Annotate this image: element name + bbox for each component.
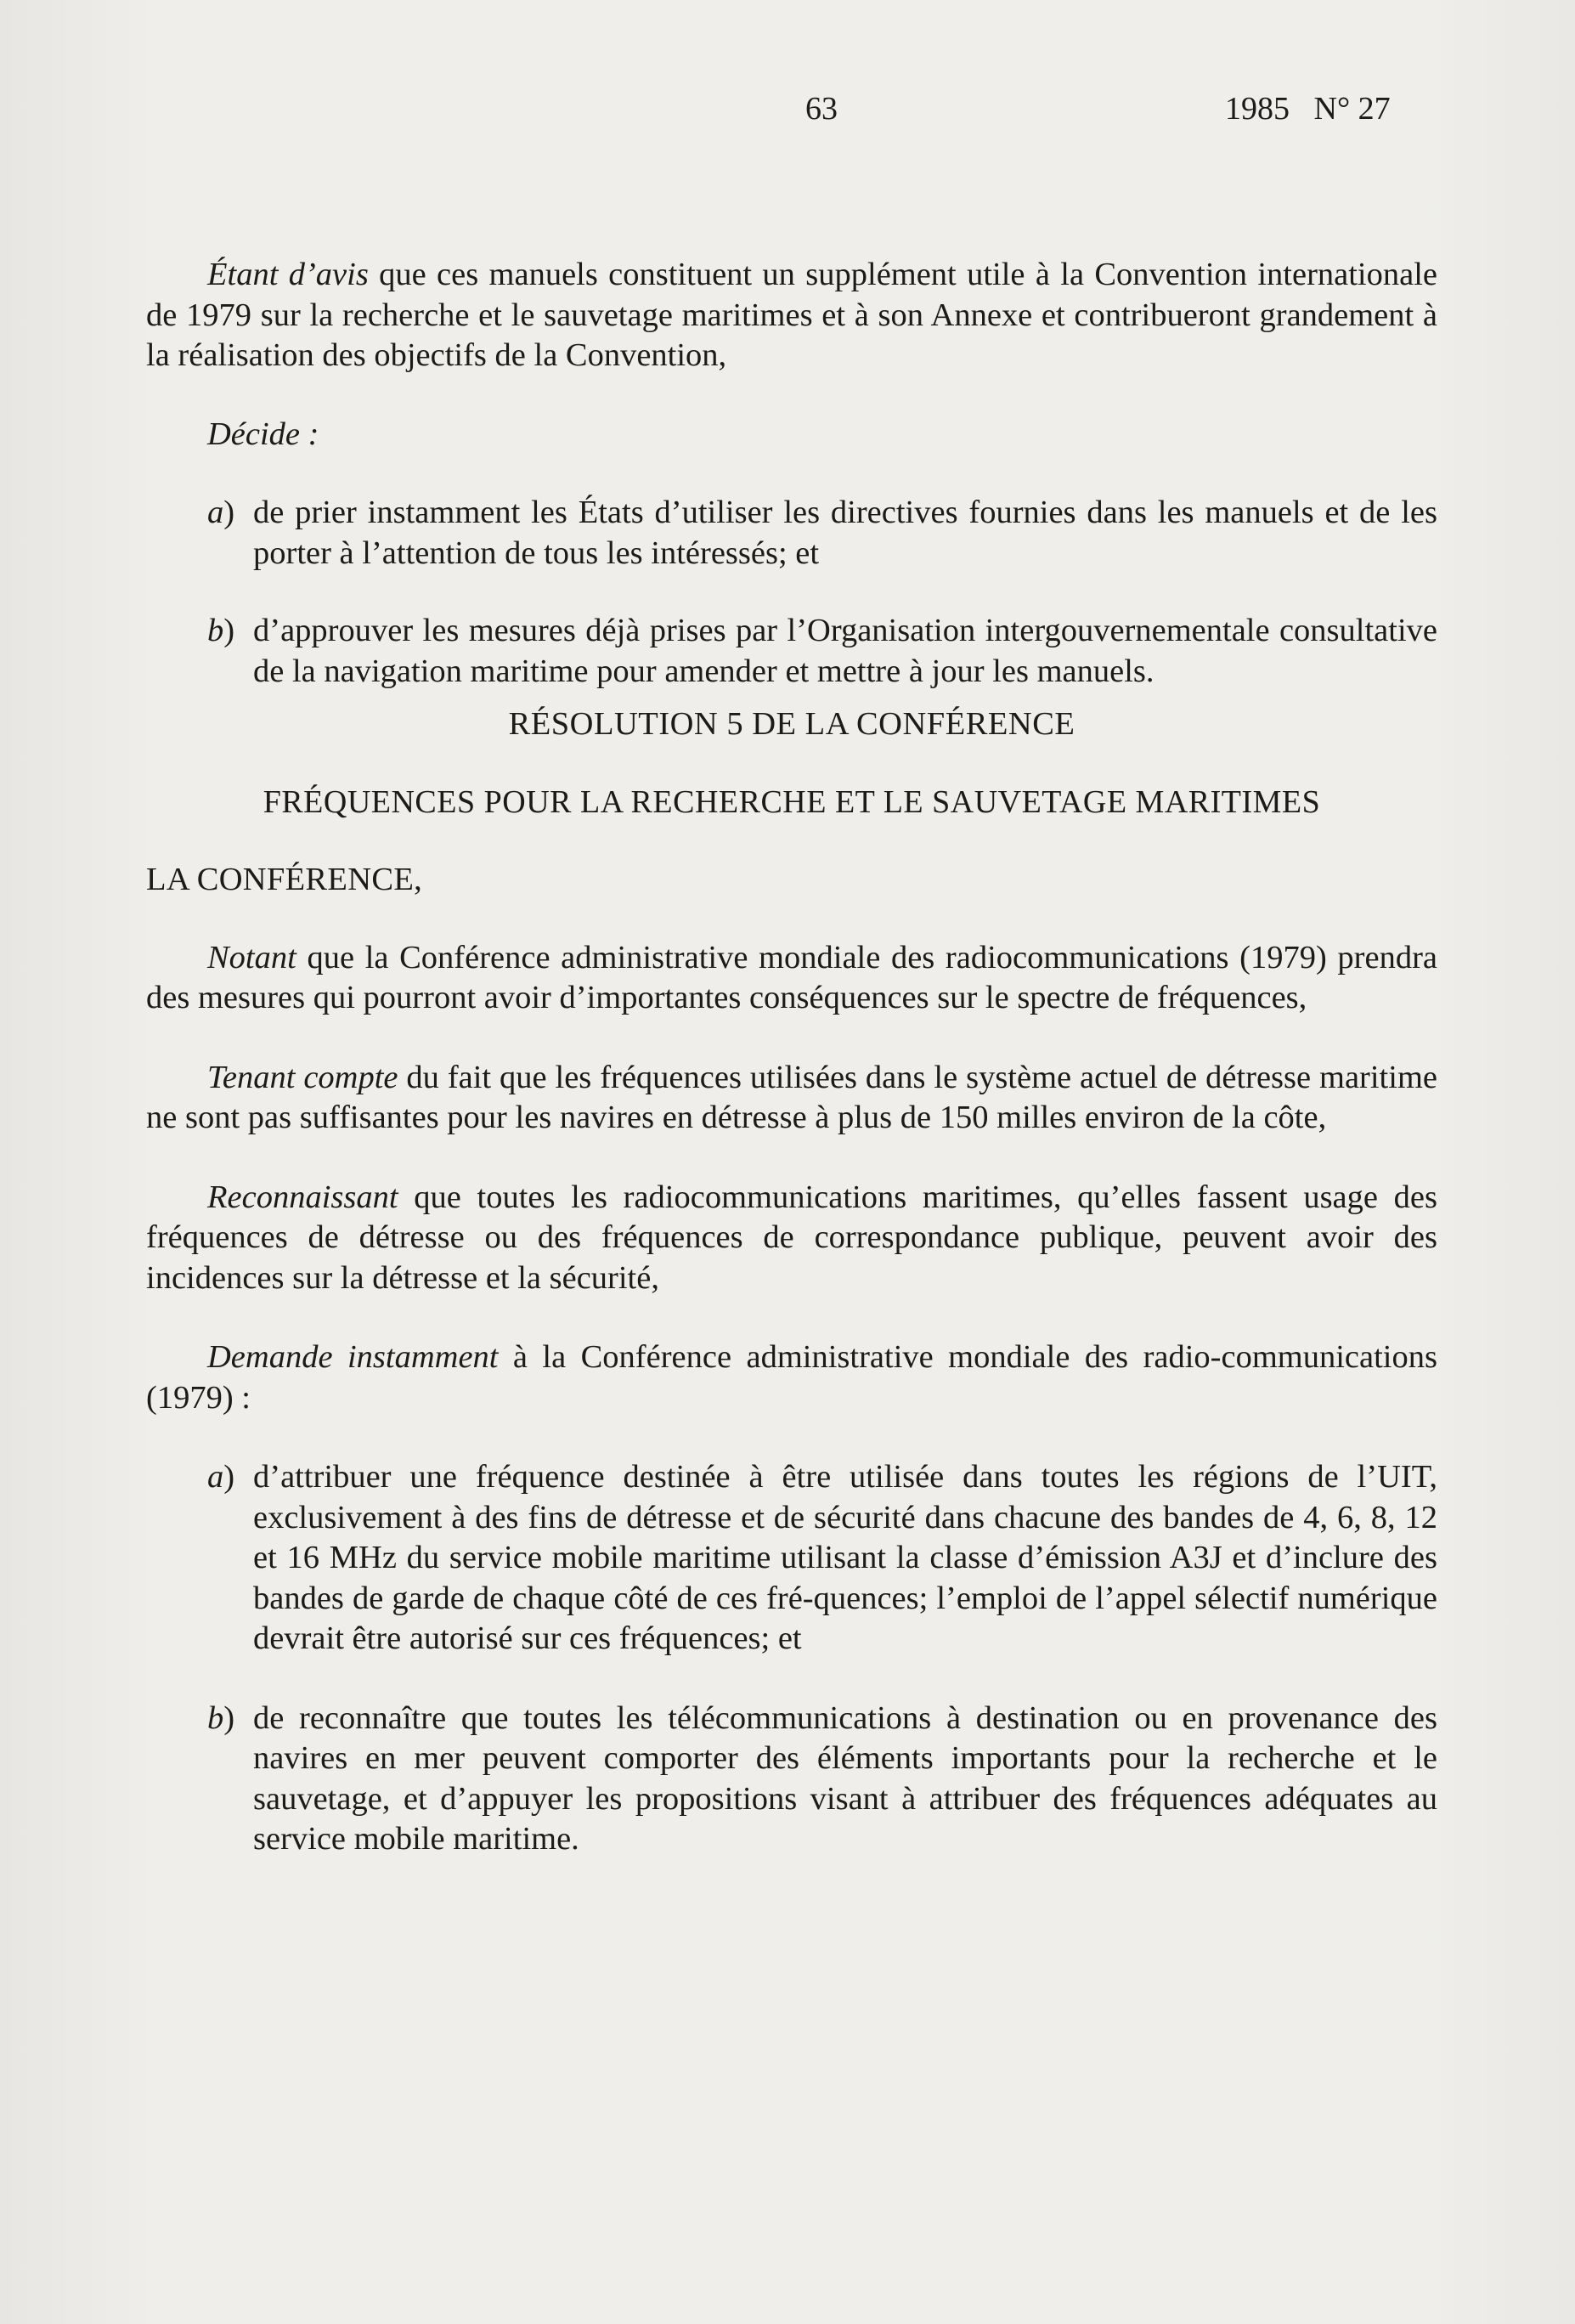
- paragraph-text: à la Conférence administrative mondiale des radio-communications (1979) :: [146, 1339, 1437, 1416]
- list-item-decide-a: [146, 493, 1437, 574]
- item-text: d’approuver les mesures déjà prises par l’Organisation intergouvernementale consultative de la navigation maritime pour amender et mettre à jour les manuels.: [253, 613, 1437, 689]
- italic-lead: Étant d’avis: [207, 257, 369, 292]
- item-label: b): [207, 613, 235, 648]
- paragraph-text: que la Conférence administrative mondiale des radiocommunications (1979) prendra des mesures qui pourront avoir d’importantes conséquences sur le spectre de fréquences,: [146, 939, 1437, 1015]
- item-text: de prier instamment les États d’utiliser les directives fournies dans les manuels et de les porter à l’attention de tous les intéressés; et: [253, 495, 1437, 571]
- document-body: [146, 255, 1437, 1860]
- paragraph-text: que toutes les radiocommunications maritimes, qu’elles fassent usage des fréquences de détresse ou des fréquences de correspondance publique, peuvent avoir des incidences sur la détresse et la sécurité,: [146, 1179, 1437, 1296]
- paragraph-text: du fait que les fréquences utilisées dans le système actuel de détresse maritime ne sont pas suffisantes pour les navires en détresse à plus de 150 milles environ de la côte,: [146, 1059, 1437, 1135]
- issue-number: 1985 N° 27: [1225, 91, 1391, 127]
- item-label: a): [207, 1459, 235, 1495]
- item-label: a): [207, 495, 235, 530]
- italic-lead: Tenant compte: [207, 1059, 398, 1095]
- paragraph-text: que ces manuels constituent un supplément utile à la Convention internationale de 1979 sur la recherche et le sauvetage maritimes et à son Annexe et contribueront grandement à la réalisation des objectifs de la Convention,: [146, 257, 1437, 373]
- list-item-demande-a: [146, 1457, 1437, 1660]
- paragraph-notant: [146, 938, 1437, 1019]
- decide-heading: [146, 415, 1437, 455]
- la-conference: LA CONFÉRENCE,: [146, 862, 423, 897]
- italic-lead: Notant: [207, 939, 296, 975]
- paragraph-etant-d-avis: [146, 255, 1437, 376]
- italic-lead: Reconnaissant: [207, 1179, 398, 1215]
- paragraph-reconnaissant: [146, 1178, 1437, 1299]
- item-text: de reconnaître que toutes les télécommunications à destination ou en provenance des navires en mer peuvent comporter des éléments importants pour la recherche et le sauvetage, et d’appuyer les propositions visant à attribuer des fréquences adéquates au service mobile maritime.: [253, 1699, 1437, 1857]
- item-text: d’attribuer une fréquence destinée à être utilisée dans toutes les régions de l’UIT, exclusivement à des fins de détresse et de sécurité dans chacune des bandes de 4, 6, 8, 12 et 16 MHz du service mobile maritime utilisant la classe d’émission A3J et d’inclure des bandes de garde de chaque côté de ces fré-quences; l’emploi de l’appel sélectif numérique devrait être autorisé sur ces fréquences; et: [253, 1459, 1437, 1656]
- resolution-title: FRÉQUENCES POUR LA RECHERCHE ET LE SAUVETAGE MARITIMES: [262, 783, 1321, 820]
- list-item-decide-b: [146, 611, 1437, 692]
- resolution-heading: RÉSOLUTION 5 DE LA CONFÉRENCE: [508, 706, 1075, 742]
- italic-lead: Demande instamment: [207, 1339, 499, 1375]
- paragraph-demande-instamment: [146, 1337, 1437, 1418]
- paragraph-tenant-compte: [146, 1058, 1437, 1139]
- page-number: 63: [805, 91, 838, 127]
- list-item-demande-b: [146, 1699, 1437, 1860]
- item-label: b): [207, 1699, 235, 1736]
- decide-label: Décide :: [207, 416, 319, 452]
